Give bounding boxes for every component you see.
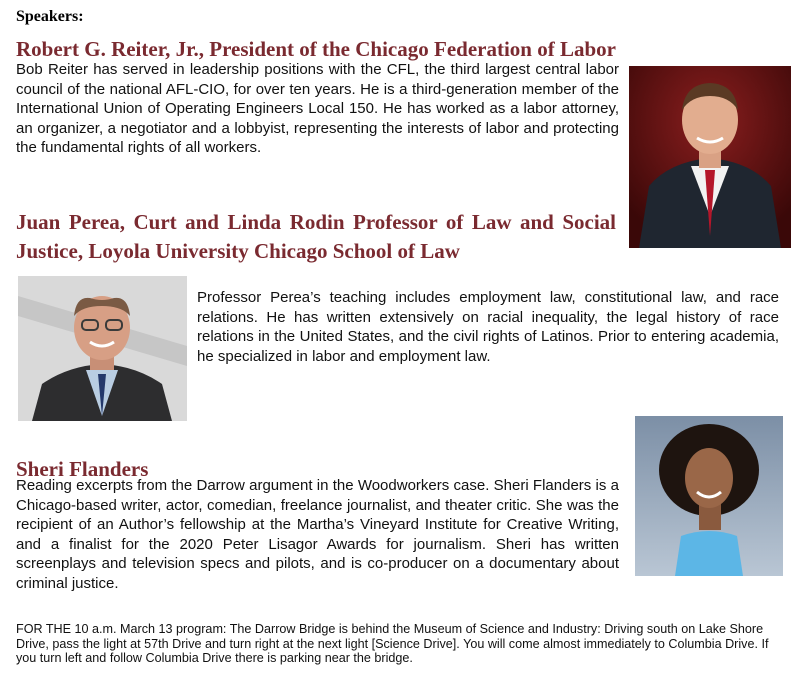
speaker-1-photo — [629, 66, 791, 248]
speaker-1-bio: Bob Reiter has served in leadership positions with the CFL, the third largest central labor council of the national AFL-CIO, for over ten years. He is a third-generation member of the International Union of Operating Engineers Local 150. He has worked as a labor attorney, an organizer, a negotiator and a lobbyist, representing the interests of labor and protecting the fundamental rights of all workers. — [16, 61, 619, 156]
speaker-2-photo — [18, 276, 187, 421]
speaker-3-name: Sheri Flanders — [16, 457, 149, 481]
speakers-label: Speakers: — [16, 8, 84, 25]
speaker-3-bio: Reading excerpts from the Darrow argument in the Woodworkers case. Sheri Flanders is a Chicago-based writer, actor, comedian, freelance journalist, and theater critic. She was the recipient of an Author’s fellowship at the Martha’s Vineyard Institute for Creative Writing, and a finalist for the 2020 Peter Lisagor Awards for journalism. Sheri has written screenplays and television specs and pilots, and is co-producer on a documentary about criminal justice. — [16, 477, 619, 592]
speaker-2-bio: Professor Perea’s teaching includes employment law, constitutional law, and race relations. He has written extensively on racial inequality, the legal history of race relations in the United States, and the civil rights of Latinos. Prior to entering academia, he specialized in labor and employment law. — [197, 289, 779, 365]
speaker-1-name: Robert G. Reiter, Jr., President of the Chicago Federation of Labor — [16, 37, 616, 61]
speaker-2-name: Juan Perea, Curt and Linda Rodin Professor of Law and Social Justice, Loyola University Chicago School of Law — [16, 210, 616, 263]
directions-note: FOR THE 10 a.m. March 13 program: The Darrow Bridge is behind the Museum of Science and Industry: Driving south on Lake Shore Drive, pass the light at 57th Drive and turn right at the next light [Science Drive]. You will come almost immediately to Columbia Drive. If you turn left and follow Columbia Drive there is parking near the bridge. — [16, 622, 769, 665]
speaker-3-photo — [635, 416, 783, 576]
